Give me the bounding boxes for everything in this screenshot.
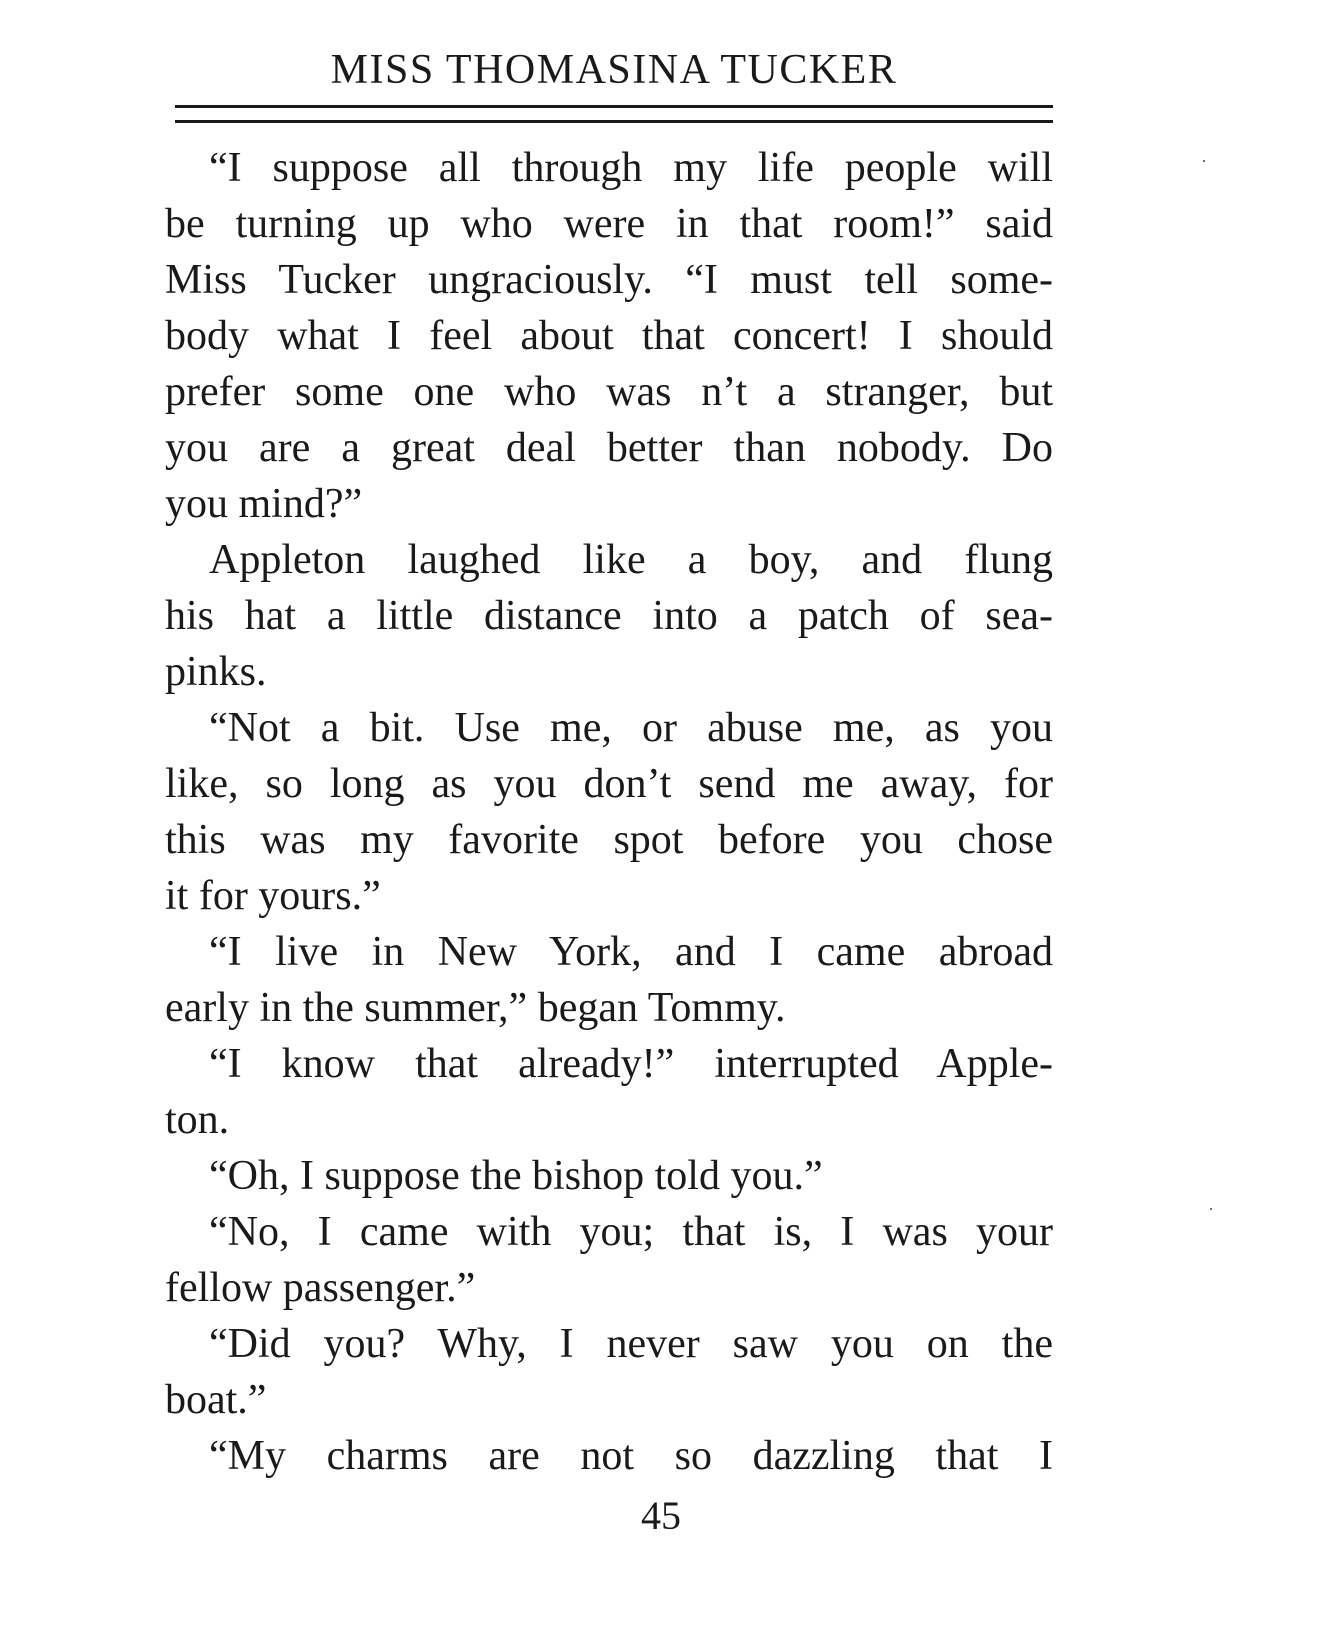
scan-speck <box>1210 1208 1212 1210</box>
text-line: “Not a bit. Use me, or abuse me, as you <box>209 705 1053 751</box>
text-line: “I suppose all through my life people will <box>209 145 1053 191</box>
text-line: fellow passenger.” <box>165 1265 476 1311</box>
text-line: you mind?” <box>165 481 363 527</box>
text-line: prefer some one who was n’t a stranger, but <box>165 369 1053 415</box>
text-line: Appleton laughed like a boy, and flung <box>209 537 1053 583</box>
text-line: Miss Tucker ungraciously. “I must tell some- <box>165 257 1053 303</box>
running-head: MISS THOMASINA TUCKER <box>330 47 898 93</box>
page-number: 45 <box>641 1493 681 1538</box>
text-line: be turning up who were in that room!” said <box>165 201 1053 247</box>
text-line: “I live in New York, and I came abroad <box>209 929 1053 975</box>
header-rule-bottom <box>175 120 1053 123</box>
text-line: early in the summer,” began Tommy. <box>165 985 786 1031</box>
text-line: his hat a little distance into a patch of sea- <box>165 593 1053 639</box>
text-line: “I know that already!” interrupted Apple- <box>209 1041 1053 1087</box>
text-line: “Oh, I suppose the bishop told you.” <box>209 1153 823 1199</box>
text-line: “My charms are not so dazzling that I <box>209 1433 1053 1479</box>
text-line: you are a great deal better than nobody. Do <box>165 425 1053 471</box>
text-line: this was my favorite spot before you chose <box>165 817 1053 863</box>
text-line: like, so long as you don’t send me away, for <box>165 761 1053 807</box>
text-line: boat.” <box>165 1377 267 1423</box>
text-line: ton. <box>165 1097 230 1143</box>
text-line: “No, I came with you; that is, I was your <box>209 1209 1053 1255</box>
header-rule-top <box>175 105 1053 108</box>
text-line: body what I feel about that concert! I should <box>165 313 1053 359</box>
text-line: “Did you? Why, I never saw you on the <box>209 1321 1053 1367</box>
text-line: pinks. <box>165 649 267 695</box>
scan-speck <box>1203 160 1205 162</box>
body-text <box>165 140 1053 1484</box>
text-line: it for yours.” <box>165 873 381 919</box>
